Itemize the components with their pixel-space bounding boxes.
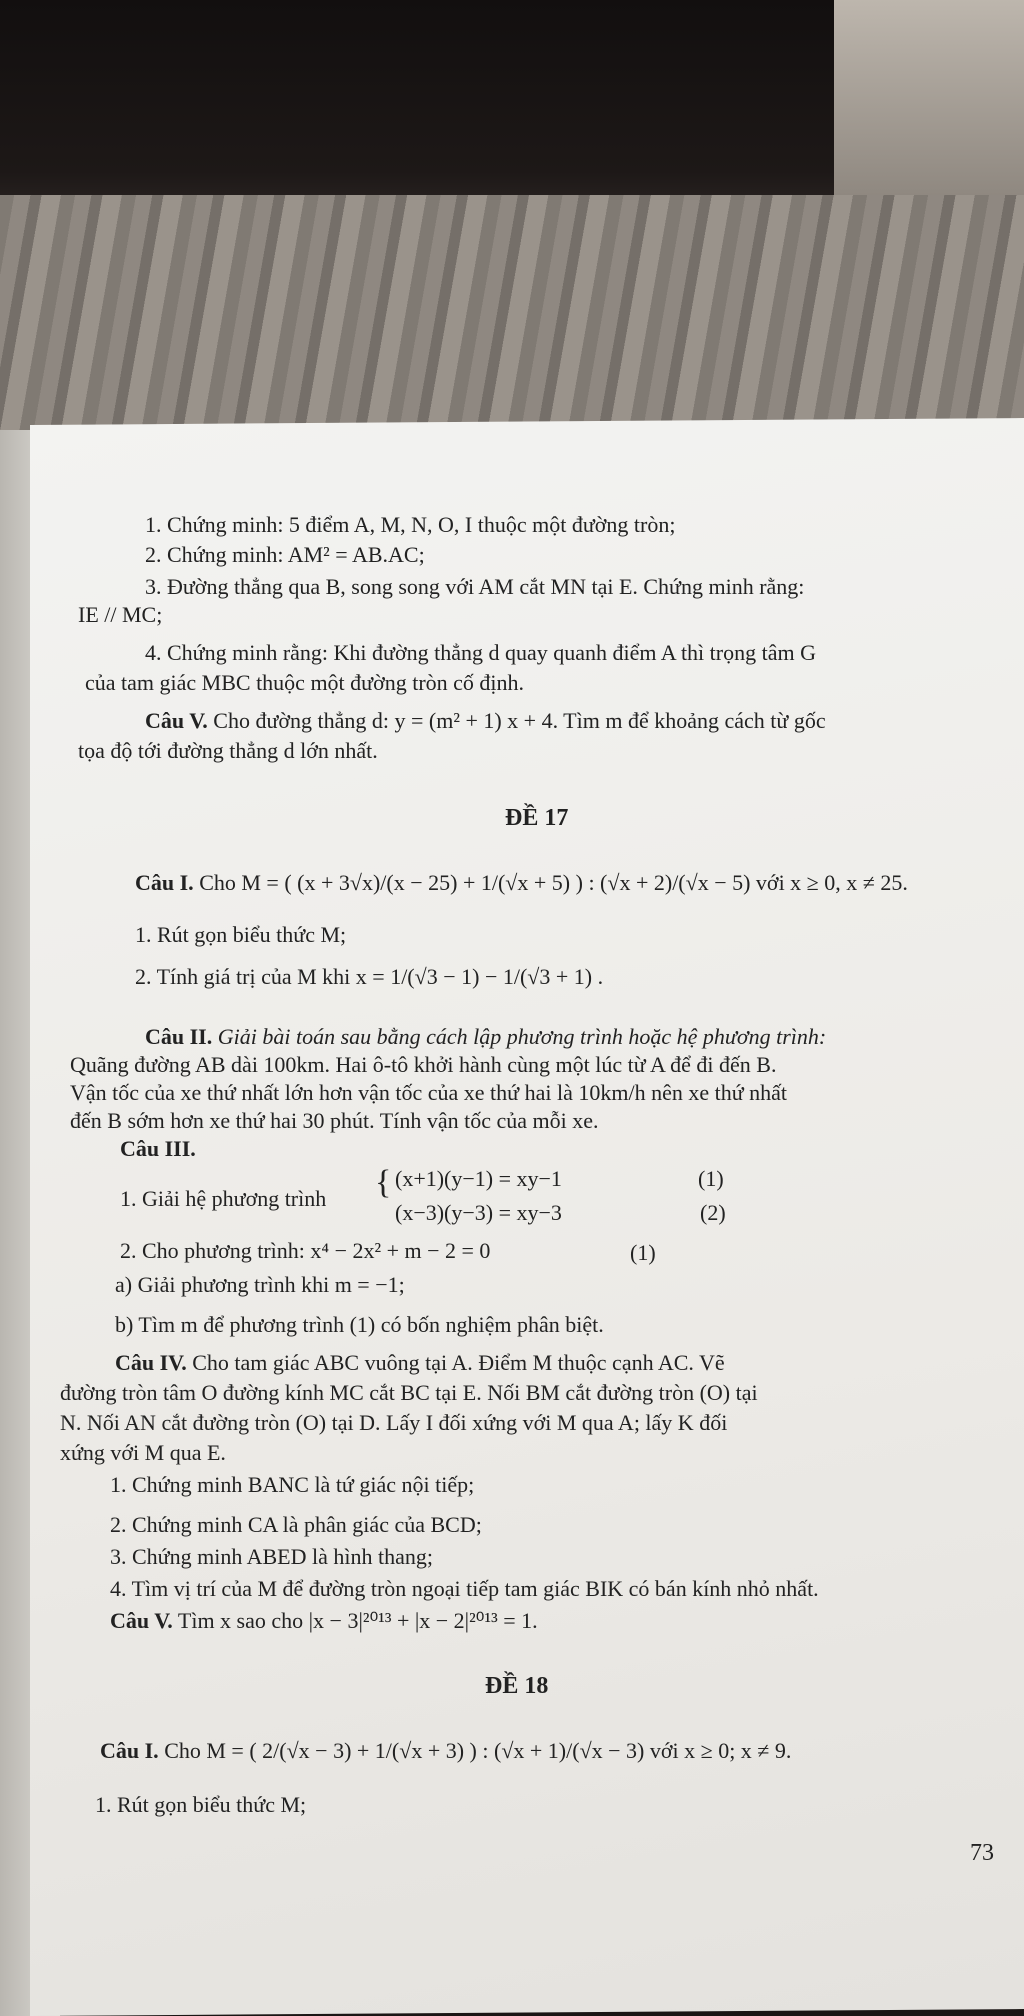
de17-cau4-b: đường tròn tâm O đường kính MC cắt BC tại E. Nối BM cắt đường tròn (O) tại	[60, 1380, 758, 1405]
de17-cau2-b: Vận tốc của xe thứ nhất lớn hơn vận tốc của xe thứ hai là 10km/h nên xe thứ nhất	[70, 1080, 788, 1105]
de17-cau2	[145, 1022, 826, 1052]
background-wall	[834, 0, 1024, 200]
de17-cau4-label: Câu IV.	[115, 1350, 187, 1375]
de17-cau5	[110, 1606, 538, 1636]
de18-cau1	[100, 1736, 791, 1766]
de17-cau5-text: Tìm x sao cho |x − 3|²⁰¹³ + |x − 2|²⁰¹³ = 1.	[177, 1608, 538, 1633]
de18-cau1-formula: Cho M = ( 2/(√x − 3) + 1/(√x + 3) ) : (√x + 1)/(√x − 3) với x ≥ 0; x ≠ 9.	[164, 1738, 792, 1763]
de17-cau1-1: 1. Rút gọn biểu thức M;	[135, 922, 347, 947]
de17-cau4-2: 2. Chứng minh CA là phân giác của BCD;	[110, 1512, 482, 1537]
de17-cau4-d: xứng với M qua E.	[60, 1440, 226, 1465]
de17-cau3-eq1: (x+1)(y−1) = xy−1	[395, 1166, 562, 1191]
de18-cau1-1: 1. Rút gọn biểu thức M;	[95, 1792, 307, 1817]
page-number: 73	[970, 1840, 994, 1866]
prev-cau5-label: Câu V.	[145, 708, 208, 733]
de17-cau2-label: Câu II.	[145, 1024, 213, 1049]
de17-cau2-c: đến B sớm hơn xe thứ hai 30 phút. Tính vận tốc của mỗi xe.	[70, 1108, 599, 1133]
de17-cau3-eq2: (x−3)(y−3) = xy−3	[395, 1200, 562, 1225]
prev-cau5-cont: tọa độ tới đường thẳng d lớn nhất.	[78, 738, 378, 763]
de17-cau4-3: 3. Chứng minh ABED là hình thang;	[110, 1544, 433, 1569]
prev-item-3b: IE // MC;	[78, 602, 163, 627]
de17-cau3-a: a) Giải phương trình khi m = −1;	[115, 1272, 405, 1297]
de17-cau4	[115, 1348, 725, 1378]
de17-cau3-2: 2. Cho phương trình: x⁴ − 2x² + m − 2 = 0	[120, 1238, 491, 1263]
prev-item-4a: 4. Chứng minh rằng: Khi đường thẳng d quay quanh điểm A thì trọng tâm G	[145, 640, 816, 665]
de17-cau1-label: Câu I.	[135, 870, 194, 895]
de17-cau1	[135, 868, 908, 898]
de17-title: ĐỀ 17	[505, 805, 569, 831]
prev-cau5-text: Cho đường thẳng d: y = (m² + 1) x + 4. Tìm m để khoảng cách từ gốc	[213, 708, 826, 733]
system-brace: {	[375, 1164, 392, 1201]
de17-cau3-label: Câu III.	[120, 1136, 196, 1161]
de17-cau1-2: 2. Tính giá trị của M khi x = 1/(√3 − 1) − 1/(√3 + 1) .	[135, 964, 604, 989]
de17-cau4-1: 1. Chứng minh BANC là tứ giác nội tiếp;	[110, 1472, 475, 1497]
de17-cau2-a: Quãng đường AB dài 100km. Hai ô-tô khởi hành cùng một lúc từ A để đi đến B.	[70, 1052, 777, 1077]
de17-cau4-4: 4. Tìm vị trí của M để đường tròn ngoại tiếp tam giác BIK có bán kính nhỏ nhất.	[110, 1576, 819, 1601]
de17-cau4-c: N. Nối AN cắt đường tròn (O) tại D. Lấy I đối xứng với M qua A; lấy K đối	[60, 1410, 728, 1435]
de17-cau3-1: 1. Giải hệ phương trình	[120, 1186, 327, 1211]
prev-cau5	[145, 706, 826, 736]
de18-cau1-label: Câu I.	[100, 1738, 159, 1763]
de17-cau2-intro: Giải bài toán sau bằng cách lập phương trình hoặc hệ phương trình:	[217, 1024, 827, 1049]
de17-cau3-b: b) Tìm m để phương trình (1) có bốn nghiệm phân biệt.	[115, 1312, 604, 1337]
de17-cau3-eq1-num: (1)	[698, 1166, 724, 1191]
wooden-table	[0, 195, 1024, 455]
de17-cau3-2-num: (1)	[630, 1240, 656, 1265]
prev-item-4b: của tam giác MBC thuộc một đường tròn cố định.	[85, 670, 525, 695]
prev-item-3a: 3. Đường thẳng qua B, song song với AM cắt MN tại E. Chứng minh rằng:	[145, 574, 805, 599]
prev-item-2: 2. Chứng minh: AM² = AB.AC;	[145, 542, 425, 567]
de17-cau4-a: Cho tam giác ABC vuông tại A. Điểm M thuộc cạnh AC. Vẽ	[192, 1350, 725, 1375]
de17-cau5-label: Câu V.	[110, 1608, 173, 1633]
de17-cau1-formula: Cho M = ( (x + 3√x)/(x − 25) + 1/(√x + 5) ) : (√x + 2)/(√x − 5) với x ≥ 0, x ≠ 25.	[199, 870, 908, 895]
de18-title: ĐỀ 18	[485, 1673, 549, 1699]
de17-cau3-eq2-num: (2)	[700, 1200, 726, 1225]
prev-item-1: 1. Chứng minh: 5 điểm A, M, N, O, I thuộc một đường tròn;	[145, 512, 676, 537]
